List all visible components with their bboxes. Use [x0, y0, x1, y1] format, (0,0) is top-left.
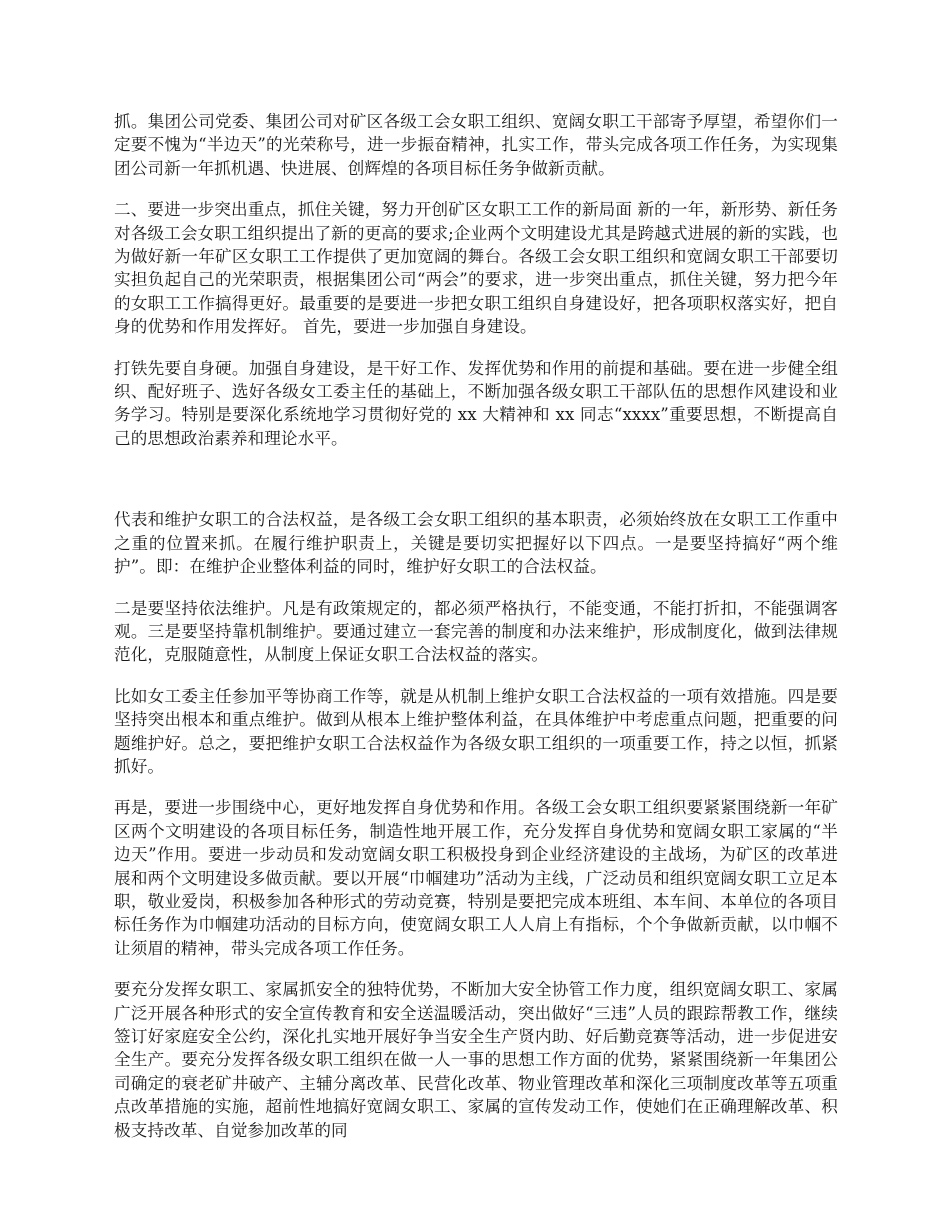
- paragraph-3: 打铁先要自身硬。加强自身建设，是干好工作、发挥优势和作用的前提和基础。要在进一步健全组织、配好班子、选好各级女工委主任的基础上，不断加强各级女职工干部队伍的思想作风建设和业务学习。特别是要深化系统地学习贯彻好党的 xx 大精神和 xx 同志“xxxx”重要思想，不断提高自己的思想政治素养和理论水平。: [114, 358, 838, 448]
- paragraph-5: 二是要坚持依法维护。凡是有政策规定的，都必须严格执行，不能变通，不能打折扣，不能强调客观。三是要坚持靠机制维护。要通过建立一套完善的制度和办法来维护，形成制度化，做到法律规范化，克服随意性，从制度上保证女职工合法权益的落实。: [114, 598, 838, 665]
- paragraph-6: 比如女工委主任参加平等协商工作等，就是从机制上维护女职工合法权益的一项有效措施。四是要坚持突出根本和重点维护。做到从根本上维护整体利益，在具体维护中考虑重点问题，把重要的问题维护好。总之，要把维护女职工合法权益作为各级女职工组织的一项重要工作，持之以恒，抓紧抓好。: [114, 686, 838, 776]
- paragraph-1: 抓。集团公司党委、集团公司对矿区各级工会女职工组织、宽阔女职工干部寄予厚望，希望你们一定要不愧为“半边天”的光荣称号，进一步振奋精神，扎实工作，带头完成各项工作任务，为实现集团公司新一年抓机遇、快进展、创辉煌的各项目标任务争做新贡献。: [114, 112, 838, 178]
- paragraph-7: 再是，要进一步围绕中心，更好地发挥自身优势和作用。各级工会女职工组织要紧紧围绕新一年矿区两个文明建设的各项目标任务，制造性地开展工作，充分发挥自身优势和宽阔女职工家属的“半边天”作用。要进一步动员和发动宽阔女职工积极投身到企业经济建设的主战场，为矿区的改革进展和两个文明建设多做贡献。要以开展“巾帼建功”活动为主线，广泛动员和组织宽阔女职工立足本职，敬业爱岗，积极参加各种形式的劳动竞赛，特别是要把完成本班组、本车间、本单位的各项目标任务作为巾帼建功活动的目标方向，使宽阔女职工人人肩上有指标，个个争做新贡献，以巾帼不让须眉的精神，带头完成各项工作任务。: [114, 798, 838, 958]
- paragraph-2: 二、要进一步突出重点，抓住关键，努力开创矿区女职工工作的新局面 新的一年，新形势、新任务对各级工会女职工组织提出了新的更高的要求;企业两个文明建设尤其是跨越式进展的新的实践，也为做好新一年矿区女职工工作提供了更加宽阔的舞台。各级工会女职工组织和宽阔女职工干部要切实担负起自己的光荣职责，根据集团公司“两会”的要求，进一步突出重点，抓住关键，努力把今年的女职工工作搞得更好。最重要的是要进一步把女职工组织自身建设好，把各项职权落实好，把自身的优势和作用发挥好。 首先，要进一步加强自身建设。: [114, 200, 838, 337]
- paragraph-8: 要充分发挥女职工、家属抓安全的独特优势，不断加大安全协管工作力度，组织宽阔女职工、家属广泛开展各种形式的安全宣传教育和安全送温暖活动，突出做好“三违”人员的跟踪帮教工作，继续签订好家庭安全公约，深化扎实地开展好争当安全生产贤内助、好后勤竞赛等活动，进一步促进安全生产。要充分发挥各级女职工组织在做一人一事的思想工作方面的优势，紧紧围绕新一年集团公司确定的衰老矿井破产、主辅分离改革、民营化改革、物业管理改革和深化三项制度改革等五项重点改革措施的实施，超前性地搞好宽阔女职工、家属的宣传发动工作，使她们在正确理解改革、积极支持改革、自觉参加改革的同: [114, 980, 838, 1140]
- section-gap: [114, 468, 838, 508]
- paragraph-4: 代表和维护女职工的合法权益，是各级工会女职工组织的基本职责，必须始终放在女职工工作重中之重的位置来抓。在履行维护职责上，关键是要切实把握好以下四点。一是要坚持搞好“两个维护”。即：在维护企业整体利益的同时，维护好女职工的合法权益。: [114, 510, 838, 577]
